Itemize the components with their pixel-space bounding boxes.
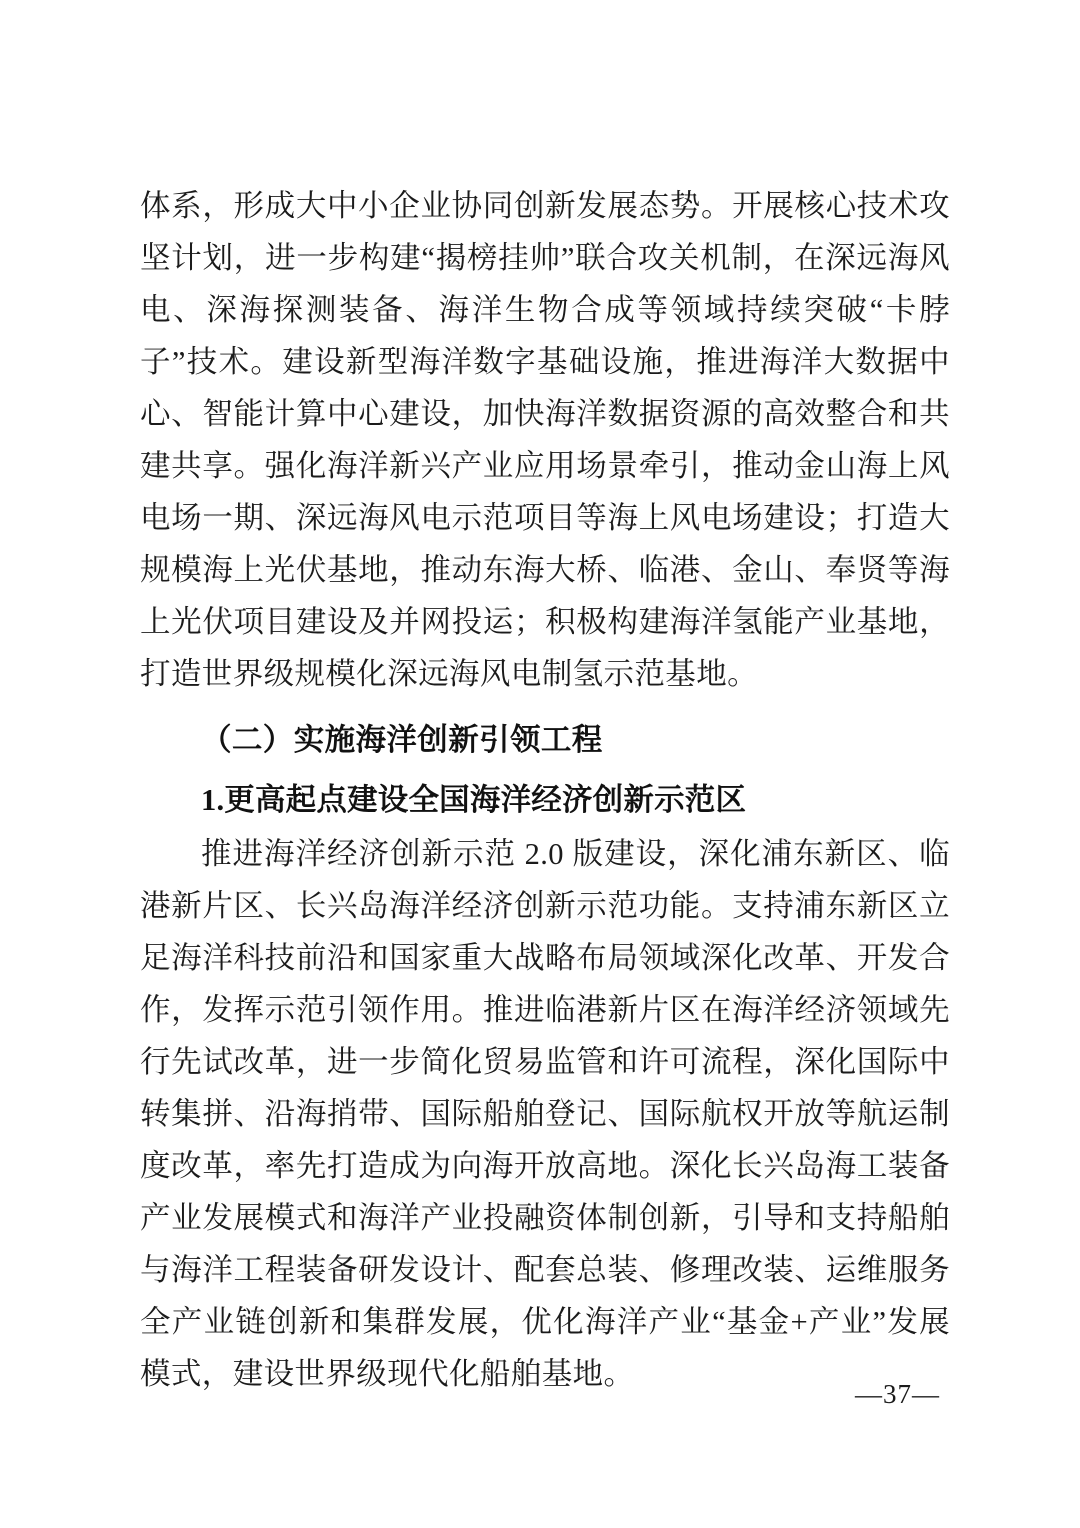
body-paragraph-1: 体系，形成大中小企业协同创新发展态势。开展核心技术攻坚计划，进一步构建“揭榜挂帅”联合攻关机制，在深远海风电、深海探测装备、海洋生物合成等领域持续突破“卡脖子”技术。建设新型海洋数字基础设施，推进海洋大数据中心、智能计算中心建设，加快海洋数据资源的高效整合和共建共享。强化海洋新兴产业应用场景牵引，推动金山海上风电场一期、深远海风电示范项目等海上风电场建设；打造大规模海上光伏基地，推动东海大桥、临港、金山、奉贤等海上光伏项目建设及并网投运；积极构建海洋氢能产业基地，打造世界级规模化深远海风电制氢示范基地。 [140,189,950,691]
body-paragraph-2: 推进海洋经济创新示范 2.0 版建设，深化浦东新区、临港新片区、长兴岛海洋经济创新示范功能。支持浦东新区立足海洋科技前沿和国家重大战略布局领域深化改革、开发合作，发挥示范引领作用。推进临港新片区在海洋经济领域先行先试改革，进一步简化贸易监管和许可流程，深化国际中转集拼、沿海捎带、国际船舶登记、国际航权开放等航运制度改革，率先打造成为向海开放高地。深化长兴岛海工装备产业发展模式和海洋产业投融资体制创新，引导和支持船舶与海洋工程装备研发设计、配套总装、修理改装、运维服务全产业链创新和集群发展，优化海洋产业“基金+产业”发展模式，建设世界级现代化船舶基地。 [140,837,950,1391]
page-content [140,180,950,1400]
subsection-heading: 1.更高起点建设全国海洋经济创新示范区 [201,783,747,817]
section-heading: （二）实施海洋创新引领工程 [201,723,603,757]
page-number: —37— [855,1379,940,1409]
